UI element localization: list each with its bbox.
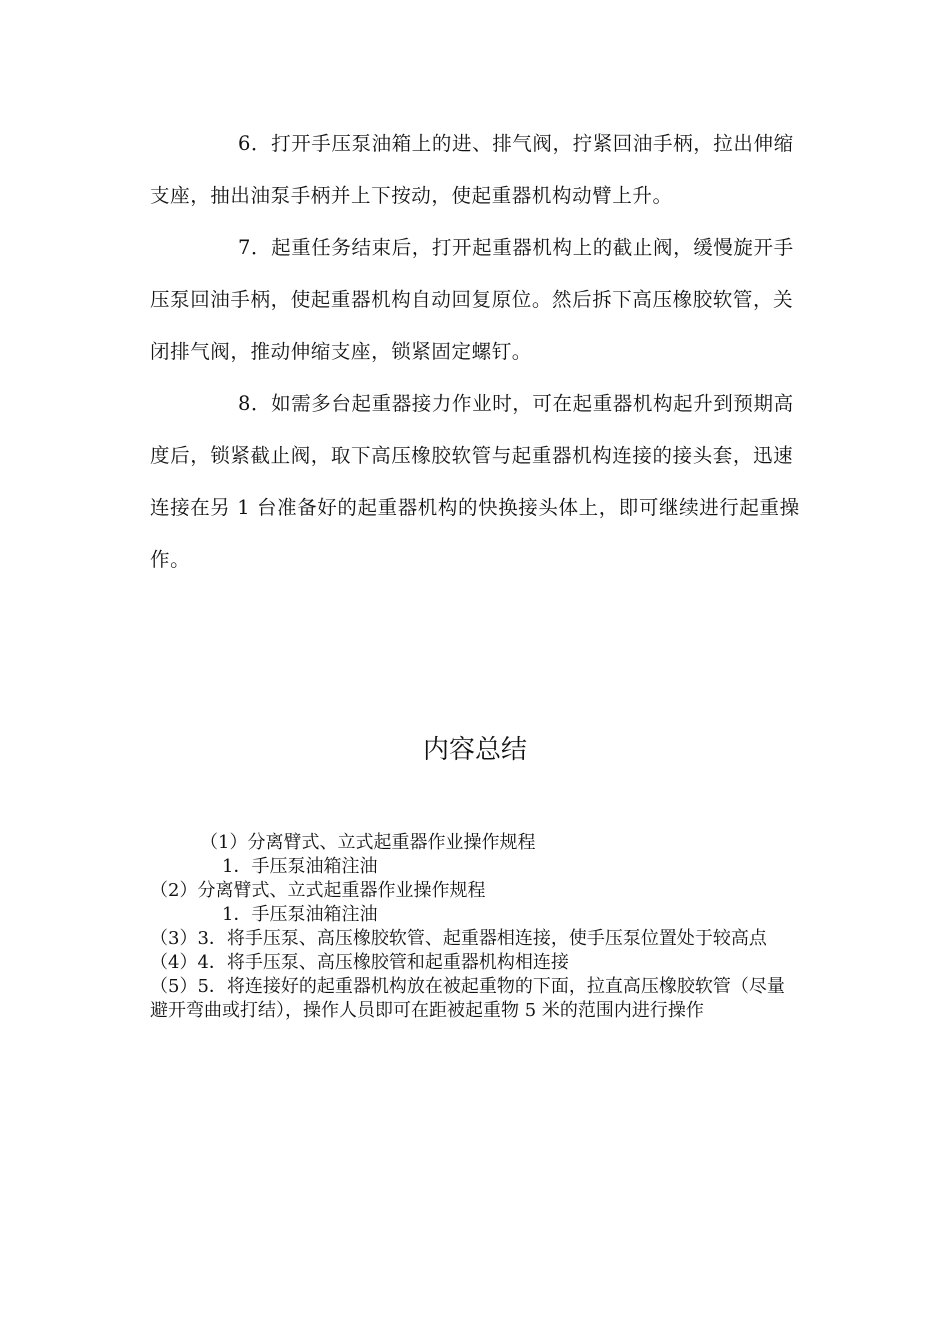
body-text: [150, 118, 810, 586]
paragraph-step-7: 7．起重任务结束后，打开起重器机构上的截止阀，缓慢旋开手压泵回油手柄，使起重器机构自动回复原位。然后拆下高压橡胶软管，关闭排气阀，推动伸缩支座，锁紧固定螺钉。: [150, 236, 794, 363]
summary-item: （5）5．将连接好的起重器机构放在被起重物的下面，拉直高压橡胶软管（尽量避开弯曲或打结），操作人员即可在距被起重物 5 米的范围内进行操作: [150, 976, 785, 1021]
paragraph-step-8: 8．如需多台起重器接力作业时，可在起重器机构起升到预期高度后，锁紧截止阀，取下高压橡胶软管与起重器机构连接的接头套，迅速连接在另 1 台准备好的起重器机构的快换接头体上，即可继续进行起重操作。: [150, 392, 800, 571]
summary-item: （4）4．将手压泵、高压橡胶管和起重器机构相连接: [150, 952, 569, 973]
summary-item: 1．手压泵油箱注油: [222, 856, 378, 877]
summary-title: 内容总结: [422, 735, 527, 765]
summary-item: （3）3．将手压泵、高压橡胶软管、起重器相连接，使手压泵位置处于较高点: [150, 928, 767, 949]
summary-item: （1）分离臂式、立式起重器作业操作规程: [200, 832, 536, 853]
summary-item: 1．手压泵油箱注油: [222, 904, 378, 925]
paragraph-step-6: 6．打开手压泵油箱上的进、排气阀，拧紧回油手柄，拉出伸缩支座，抽出油泵手柄并上下按动，使起重器机构动臂上升。: [150, 132, 794, 207]
summary-item: （2）分离臂式、立式起重器作业操作规程: [150, 880, 486, 901]
summary-list: [150, 831, 800, 1023]
